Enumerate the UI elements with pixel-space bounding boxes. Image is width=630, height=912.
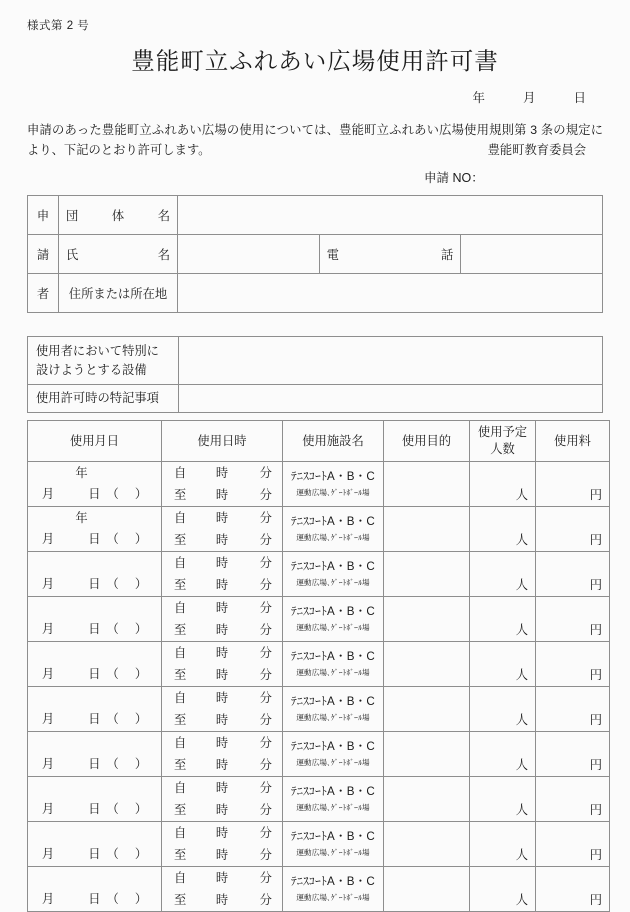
use-date-year-label: 年	[75, 511, 88, 525]
use-date-weekday-close: ）	[134, 532, 148, 546]
fee-unit-label: 円	[589, 578, 602, 592]
people-unit-label: 人	[515, 803, 528, 817]
facility-option-tennis-courts[interactable]: ﾃﾆｽｺｰﾄA・B・C	[290, 740, 375, 753]
use-date-month-label: 月	[41, 577, 55, 591]
person-name-field[interactable]	[178, 235, 320, 274]
use-time-from-minute-label: 分	[259, 691, 272, 705]
use-time-from-hour-label: 時	[215, 826, 229, 840]
expected-people-cell[interactable]	[470, 552, 536, 597]
telephone-label: 電 話	[319, 235, 461, 274]
purpose-cell[interactable]	[384, 462, 470, 507]
use-time-to-label: 至	[174, 623, 187, 637]
use-time-to-label: 至	[174, 578, 187, 592]
header-facility-name: 使用施設名	[283, 421, 384, 462]
use-time-from-minute-label: 分	[259, 736, 272, 750]
table-row	[28, 867, 610, 912]
fee-unit-label: 円	[589, 893, 602, 907]
use-time-from-label: 自	[174, 781, 187, 795]
use-time-from-label: 自	[174, 691, 187, 705]
fee-unit-label: 円	[589, 668, 602, 682]
table-row	[28, 597, 610, 642]
table-row	[28, 274, 603, 313]
header-expected-people	[470, 421, 536, 462]
facility-option-tennis-courts[interactable]: ﾃﾆｽｺｰﾄA・B・C	[290, 785, 375, 798]
expected-people-cell[interactable]	[470, 822, 536, 867]
table-row	[28, 462, 610, 507]
use-date-year-label	[28, 868, 161, 889]
purpose-cell[interactable]	[384, 552, 470, 597]
table-row	[28, 337, 603, 385]
use-time-to-minute-label: 分	[259, 668, 272, 682]
fee-cell[interactable]	[536, 642, 610, 687]
use-time-from-label: 自	[174, 556, 187, 570]
facility-option-ground-gateball[interactable]: 運動広場､ｹﾞｰﾄﾎﾞｰﾙ場	[296, 713, 370, 722]
expected-people-cell[interactable]	[470, 777, 536, 822]
use-date-year-label: 年	[75, 466, 88, 480]
facility-option-ground-gateball[interactable]: 運動広場､ｹﾞｰﾄﾎﾞｰﾙ場	[296, 488, 370, 497]
table-header-row	[28, 421, 610, 462]
purpose-cell[interactable]	[384, 507, 470, 552]
facility-option-ground-gateball[interactable]: 運動広場､ｹﾞｰﾄﾎﾞｰﾙ場	[296, 803, 370, 812]
purpose-cell[interactable]	[384, 687, 470, 732]
facility-option-tennis-courts[interactable]: ﾃﾆｽｺｰﾄA・B・C	[290, 515, 375, 528]
use-time-to-label: 至	[174, 848, 187, 862]
use-time-from-minute-label: 分	[259, 601, 272, 615]
facility-option-tennis-courts[interactable]: ﾃﾆｽｺｰﾄA・B・C	[290, 560, 375, 573]
use-date-weekday-open: （	[106, 847, 119, 861]
use-time-to-label: 至	[174, 893, 187, 907]
use-time-from-minute-label: 分	[259, 646, 272, 660]
use-time-to-label: 至	[174, 488, 187, 502]
use-date-month-label: 月	[41, 532, 55, 546]
use-date-cell[interactable]	[28, 687, 162, 732]
use-date-cell[interactable]	[28, 507, 162, 552]
facility-name-cell[interactable]	[283, 462, 384, 507]
use-date-day-label: 日	[88, 622, 101, 636]
use-date-cell[interactable]	[28, 822, 162, 867]
facility-option-ground-gateball[interactable]: 運動広場､ｹﾞｰﾄﾎﾞｰﾙ場	[296, 893, 370, 902]
use-date-day-label: 日	[88, 487, 101, 501]
use-date-month-label: 月	[41, 892, 55, 906]
use-time-to-hour-label: 時	[215, 848, 229, 862]
purpose-cell[interactable]	[384, 822, 470, 867]
use-date-cell[interactable]	[28, 867, 162, 912]
header-expected-people-line2: 人数	[490, 442, 515, 456]
fee-unit-label: 円	[589, 758, 602, 772]
use-date-cell[interactable]	[28, 552, 162, 597]
facility-name-cell[interactable]	[283, 777, 384, 822]
fee-cell[interactable]	[536, 687, 610, 732]
header-expected-people-line1: 使用予定	[477, 425, 528, 439]
use-time-to-minute-label: 分	[259, 758, 272, 772]
use-date-day-label: 日	[88, 892, 101, 906]
use-date-day-label: 日	[88, 802, 101, 816]
facility-option-ground-gateball[interactable]: 運動広場､ｹﾞｰﾄﾎﾞｰﾙ場	[296, 533, 370, 542]
use-date-weekday-open: （	[106, 577, 119, 591]
facility-name-cell[interactable]	[283, 597, 384, 642]
use-date-day-label: 日	[88, 577, 101, 591]
facility-name-cell[interactable]	[283, 687, 384, 732]
permit-remarks-field[interactable]	[179, 385, 603, 413]
use-time-from-hour-label: 時	[215, 871, 229, 885]
applicant-table	[27, 195, 603, 313]
use-time-to-hour-label: 時	[215, 668, 229, 682]
header-use-time: 使用日時	[162, 421, 283, 462]
body-paragraph: 申請のあった豊能町立ふれあい広場の使用については、豊能町立ふれあい広場使用規則第 3 条の規定により、下記のとおり許可します。	[27, 123, 603, 157]
use-time-to-minute-label: 分	[259, 533, 272, 547]
use-date-cell[interactable]	[28, 777, 162, 822]
table-row	[28, 196, 603, 235]
telephone-field[interactable]	[461, 235, 603, 274]
use-time-from-minute-label: 分	[259, 466, 272, 480]
use-time-cell[interactable]	[162, 507, 283, 552]
table-row	[28, 732, 610, 777]
fee-cell[interactable]	[536, 552, 610, 597]
usage-schedule-table	[27, 420, 610, 912]
table-row	[28, 642, 610, 687]
special-equipment-table	[27, 336, 603, 413]
people-unit-label: 人	[515, 893, 528, 907]
use-date-cell[interactable]	[28, 732, 162, 777]
use-time-cell[interactable]	[162, 597, 283, 642]
use-date-weekday-open: （	[106, 712, 119, 726]
facility-option-ground-gateball[interactable]: 運動広場､ｹﾞｰﾄﾎﾞｰﾙ場	[296, 758, 370, 767]
issuer-name: 豊能町教育委員会	[487, 143, 586, 157]
use-time-cell[interactable]	[162, 642, 283, 687]
person-name-label: 氏 名	[59, 235, 178, 274]
expected-people-cell[interactable]	[470, 642, 536, 687]
use-time-to-label: 至	[174, 668, 187, 682]
header-use-date: 使用月日	[28, 421, 162, 462]
purpose-cell[interactable]	[384, 642, 470, 687]
use-time-from-minute-label: 分	[259, 781, 272, 795]
use-time-from-label: 自	[174, 511, 187, 525]
expected-people-cell[interactable]	[470, 867, 536, 912]
use-time-to-hour-label: 時	[215, 713, 229, 727]
use-time-from-hour-label: 時	[215, 691, 229, 705]
purpose-cell[interactable]	[384, 777, 470, 822]
use-date-weekday-open: （	[106, 532, 119, 546]
use-time-cell[interactable]	[162, 687, 283, 732]
fee-unit-label: 円	[589, 803, 602, 817]
facility-option-tennis-courts[interactable]: ﾃﾆｽｺｰﾄA・B・C	[290, 695, 375, 708]
group-name-field[interactable]	[178, 196, 603, 235]
expected-people-cell[interactable]	[470, 597, 536, 642]
fee-cell[interactable]	[536, 732, 610, 777]
use-date-day-label: 日	[88, 757, 101, 771]
people-unit-label: 人	[515, 848, 528, 862]
people-unit-label: 人	[515, 623, 528, 637]
use-date-day-label: 日	[88, 532, 101, 546]
use-time-to-hour-label: 時	[215, 533, 229, 547]
use-time-to-minute-label: 分	[259, 488, 272, 502]
use-time-from-minute-label: 分	[259, 511, 272, 525]
group-name-label: 団 体 名	[59, 196, 178, 235]
use-date-weekday-open: （	[106, 667, 119, 681]
use-time-to-hour-label: 時	[215, 578, 229, 592]
issue-date-line	[472, 88, 586, 106]
expected-people-cell[interactable]	[470, 462, 536, 507]
use-time-cell[interactable]	[162, 552, 283, 597]
use-time-from-hour-label: 時	[215, 781, 229, 795]
facility-name-cell[interactable]	[283, 507, 384, 552]
use-date-cell[interactable]	[28, 642, 162, 687]
address-field[interactable]	[178, 274, 603, 313]
use-date-month-label: 月	[41, 757, 55, 771]
special-equipment-field[interactable]	[179, 337, 603, 385]
use-time-from-label: 自	[174, 646, 187, 660]
fee-cell[interactable]	[536, 822, 610, 867]
use-date-year-label	[28, 823, 161, 844]
issue-date-month-label: 月	[522, 91, 536, 105]
fee-cell[interactable]	[536, 867, 610, 912]
use-time-to-label: 至	[174, 803, 187, 817]
use-time-cell[interactable]	[162, 822, 283, 867]
table-row	[28, 385, 603, 413]
expected-people-cell[interactable]	[470, 732, 536, 777]
facility-option-ground-gateball[interactable]: 運動広場､ｹﾞｰﾄﾎﾞｰﾙ場	[296, 623, 370, 632]
special-equipment-label	[28, 337, 179, 385]
people-unit-label: 人	[515, 578, 528, 592]
address-label: 住所または所在地	[59, 274, 178, 313]
applicant-side-label-2: 請	[28, 235, 59, 274]
use-time-cell[interactable]	[162, 462, 283, 507]
use-date-year-label	[28, 778, 161, 799]
use-time-from-label: 自	[174, 871, 187, 885]
special-equipment-label-line2: 設けようとする設備	[36, 362, 147, 377]
facility-name-cell[interactable]	[283, 732, 384, 777]
use-time-to-minute-label: 分	[259, 893, 272, 907]
fee-unit-label: 円	[589, 533, 602, 547]
use-date-year-label	[28, 598, 161, 619]
application-number-label: 申請 NO：	[424, 171, 484, 185]
facility-option-tennis-courts[interactable]: ﾃﾆｽｺｰﾄA・B・C	[290, 470, 375, 483]
people-unit-label: 人	[515, 488, 528, 502]
use-date-weekday-open: （	[106, 487, 119, 501]
use-date-day-label: 日	[88, 667, 101, 681]
people-unit-label: 人	[515, 758, 528, 772]
use-date-weekday-close: ）	[134, 487, 148, 501]
table-row	[28, 822, 610, 867]
facility-option-ground-gateball[interactable]: 運動広場､ｹﾞｰﾄﾎﾞｰﾙ場	[296, 578, 370, 587]
use-date-year-label	[28, 733, 161, 754]
table-row	[28, 507, 610, 552]
applicant-side-label-3: 者	[28, 274, 59, 313]
use-date-weekday-close: ）	[134, 577, 148, 591]
use-date-weekday-close: ）	[134, 802, 148, 816]
use-date-weekday-close: ）	[134, 667, 148, 681]
use-time-to-hour-label: 時	[215, 488, 229, 502]
use-time-to-minute-label: 分	[259, 713, 272, 727]
use-date-month-label: 月	[41, 667, 55, 681]
use-date-day-label: 日	[88, 712, 101, 726]
facility-option-ground-gateball[interactable]: 運動広場､ｹﾞｰﾄﾎﾞｰﾙ場	[296, 848, 370, 857]
use-time-from-hour-label: 時	[215, 601, 229, 615]
table-row	[28, 552, 610, 597]
special-equipment-label-line1: 使用者において特別に	[36, 343, 159, 358]
applicant-side-label-1: 申	[28, 196, 59, 235]
facility-name-cell[interactable]	[283, 822, 384, 867]
people-unit-label: 人	[515, 713, 528, 727]
fee-cell[interactable]	[536, 777, 610, 822]
use-time-to-minute-label: 分	[259, 578, 272, 592]
use-time-from-hour-label: 時	[215, 511, 229, 525]
use-time-to-hour-label: 時	[215, 893, 229, 907]
use-date-cell[interactable]	[28, 462, 162, 507]
use-time-to-minute-label: 分	[259, 623, 272, 637]
use-date-weekday-open: （	[106, 622, 119, 636]
fee-cell[interactable]	[536, 507, 610, 552]
issue-date-day-label: 日	[573, 91, 586, 105]
use-time-to-label: 至	[174, 533, 187, 547]
use-time-cell[interactable]	[162, 777, 283, 822]
facility-option-tennis-courts[interactable]: ﾃﾆｽｺｰﾄA・B・C	[290, 605, 375, 618]
use-time-from-hour-label: 時	[215, 556, 229, 570]
header-fee: 使用料	[536, 421, 610, 462]
use-time-cell[interactable]	[162, 867, 283, 912]
expected-people-cell[interactable]	[470, 507, 536, 552]
use-time-from-minute-label: 分	[259, 556, 272, 570]
fee-cell[interactable]	[536, 462, 610, 507]
page-title: 豊能町立ふれあい広場使用許可書	[131, 48, 499, 74]
facility-option-tennis-courts[interactable]: ﾃﾆｽｺｰﾄA・B・C	[290, 650, 375, 663]
form-number: 様式第 2 号	[27, 20, 90, 32]
facility-name-cell[interactable]	[283, 552, 384, 597]
use-date-weekday-open: （	[106, 802, 119, 816]
use-time-from-hour-label: 時	[215, 466, 229, 480]
use-time-from-label: 自	[174, 736, 187, 750]
use-time-from-label: 自	[174, 466, 187, 480]
fee-unit-label: 円	[589, 713, 602, 727]
use-time-from-hour-label: 時	[215, 646, 229, 660]
use-date-month-label: 月	[41, 487, 55, 501]
use-time-from-label: 自	[174, 601, 187, 615]
header-purpose: 使用目的	[384, 421, 470, 462]
use-date-weekday-close: ）	[134, 892, 148, 906]
table-row	[28, 687, 610, 732]
use-date-month-label: 月	[41, 622, 55, 636]
fee-unit-label: 円	[589, 848, 602, 862]
fee-cell[interactable]	[536, 597, 610, 642]
use-time-to-minute-label: 分	[259, 848, 272, 862]
use-time-from-minute-label: 分	[259, 871, 272, 885]
use-date-weekday-close: ）	[134, 757, 148, 771]
use-time-to-hour-label: 時	[215, 803, 229, 817]
use-time-from-minute-label: 分	[259, 826, 272, 840]
people-unit-label: 人	[515, 533, 528, 547]
use-time-from-hour-label: 時	[215, 736, 229, 750]
permit-remarks-label: 使用許可時の特記事項	[28, 385, 179, 413]
use-date-year-label	[28, 643, 161, 664]
use-date-day-label: 日	[88, 847, 101, 861]
facility-name-cell[interactable]	[283, 867, 384, 912]
facility-option-ground-gateball[interactable]: 運動広場､ｹﾞｰﾄﾎﾞｰﾙ場	[296, 668, 370, 677]
fee-unit-label: 円	[589, 623, 602, 637]
table-row	[28, 777, 610, 822]
use-date-cell[interactable]	[28, 597, 162, 642]
expected-people-cell[interactable]	[470, 687, 536, 732]
fee-unit-label: 円	[589, 488, 602, 502]
facility-option-tennis-courts[interactable]: ﾃﾆｽｺｰﾄA・B・C	[290, 875, 375, 888]
use-time-from-label: 自	[174, 826, 187, 840]
table-row	[28, 235, 603, 274]
use-time-to-hour-label: 時	[215, 758, 229, 772]
issue-date-year-label: 年	[472, 91, 485, 105]
use-date-weekday-close: ）	[134, 712, 148, 726]
purpose-cell[interactable]	[384, 597, 470, 642]
use-date-weekday-close: ）	[134, 622, 148, 636]
facility-name-cell[interactable]	[283, 642, 384, 687]
use-date-year-label	[28, 553, 161, 574]
use-date-month-label: 月	[41, 847, 55, 861]
use-date-month-label: 月	[41, 712, 55, 726]
use-date-weekday-close: ）	[134, 847, 148, 861]
use-time-to-label: 至	[174, 758, 187, 772]
use-time-to-hour-label: 時	[215, 623, 229, 637]
purpose-cell[interactable]	[384, 732, 470, 777]
people-unit-label: 人	[515, 668, 528, 682]
purpose-cell[interactable]	[384, 867, 470, 912]
use-time-to-label: 至	[174, 713, 187, 727]
facility-option-tennis-courts[interactable]: ﾃﾆｽｺｰﾄA・B・C	[290, 830, 375, 843]
use-time-to-minute-label: 分	[259, 803, 272, 817]
use-date-year-label	[28, 688, 161, 709]
use-date-month-label: 月	[41, 802, 55, 816]
use-date-weekday-open: （	[106, 892, 119, 906]
use-date-weekday-open: （	[106, 757, 119, 771]
use-time-cell[interactable]	[162, 732, 283, 777]
